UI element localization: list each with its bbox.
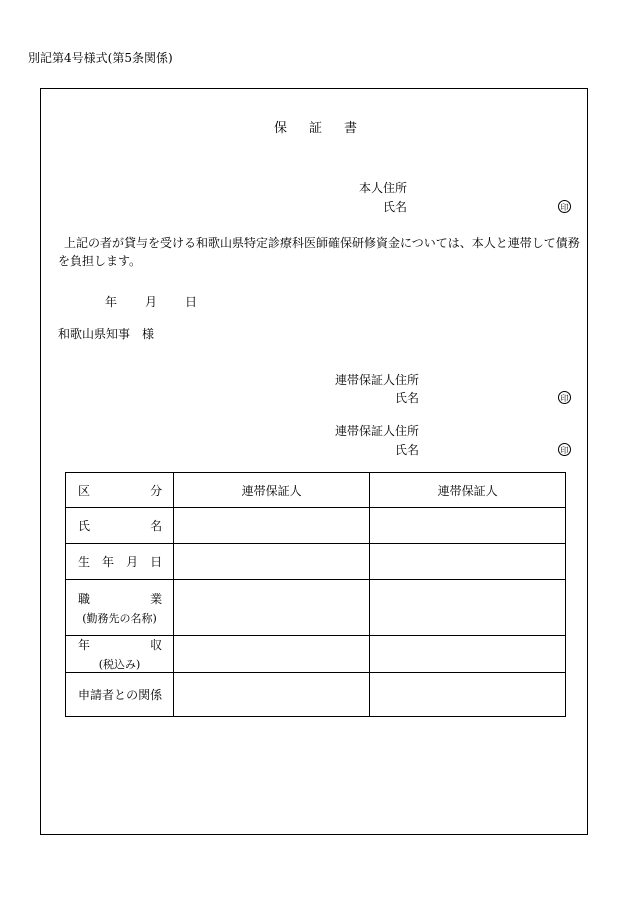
row-label-char: 職 — [78, 591, 91, 606]
date-line — [105, 296, 225, 308]
cell-guarantor2-relation[interactable] — [370, 673, 566, 717]
date-month: 月 — [145, 295, 158, 309]
table-row-birthdate — [66, 544, 566, 580]
row-label-char: 日 — [150, 555, 163, 569]
guarantee-statement — [58, 234, 586, 270]
cell-guarantor1-birthdate[interactable] — [174, 544, 370, 580]
row-label-char: の — [126, 688, 139, 702]
row-label-char: 関 — [138, 688, 151, 702]
cell-guarantor1-name[interactable] — [174, 508, 370, 544]
guarantor2-address-label: 連帯保証人住所 — [335, 424, 420, 438]
table-row-name — [66, 508, 566, 544]
row-label-income-sub: (税込み) — [98, 658, 141, 671]
date-day: 日 — [185, 295, 198, 309]
row-label-char: 業 — [150, 591, 163, 606]
header-category-char: 分 — [150, 483, 163, 498]
cell-guarantor2-name[interactable] — [370, 508, 566, 544]
cell-guarantor1-occupation[interactable] — [174, 580, 370, 636]
row-label-char: 申 — [78, 688, 91, 702]
form-number-label: 別記第4号様式(第5条関係) — [28, 51, 173, 65]
row-label-birthdate — [66, 544, 174, 580]
principal-seal-mark: 印 — [558, 200, 571, 213]
row-label-char: 収 — [150, 638, 163, 652]
cell-guarantor1-income[interactable] — [174, 636, 370, 673]
title-char: 証 — [309, 121, 323, 136]
cell-guarantor1-relation[interactable] — [174, 673, 370, 717]
row-label-char: 名 — [150, 519, 163, 533]
row-label-char: 生 — [78, 555, 91, 569]
guarantee-form-frame — [40, 88, 588, 835]
row-label-char: 氏 — [78, 519, 91, 533]
table-row-occupation — [66, 580, 566, 636]
header-category — [66, 473, 174, 508]
row-label-char: 請 — [90, 688, 103, 702]
table-row-relation — [66, 673, 566, 717]
guarantor2-seal-mark: 印 — [558, 443, 571, 456]
header-category-char: 区 — [78, 483, 91, 498]
row-label-occupation — [66, 580, 174, 636]
row-label-income — [66, 636, 174, 673]
table-header-row — [66, 473, 566, 508]
guarantor2-name-label: 氏名 — [395, 443, 420, 457]
cell-guarantor2-birthdate[interactable] — [370, 544, 566, 580]
row-label-char: 係 — [150, 688, 163, 702]
principal-address-label: 本人住所 — [359, 181, 408, 195]
cell-guarantor2-income[interactable] — [370, 636, 566, 673]
guarantee-statement-text: 上記の者が貸与を受ける和歌山県特定診療科医師確保研修資金については、本人と連帯して債務を負担します。 — [58, 236, 580, 268]
row-label-char: 年 — [102, 555, 115, 569]
title-char: 書 — [344, 121, 358, 136]
addressee: 和歌山県知事 様 — [58, 327, 155, 341]
row-label-occupation-sub: (勤務先の名称) — [82, 611, 157, 625]
guarantor1-seal-mark: 印 — [558, 391, 571, 404]
header-guarantor-1: 連帯保証人 — [174, 473, 370, 508]
principal-name-label: 氏名 — [383, 200, 408, 214]
row-label-name — [66, 508, 174, 544]
cell-guarantor2-occupation[interactable] — [370, 580, 566, 636]
row-label-char: と — [114, 688, 127, 702]
row-label-char: 年 — [78, 638, 91, 652]
guarantor1-name-label: 氏名 — [395, 391, 420, 405]
table-row-income — [66, 636, 566, 673]
document-title — [274, 122, 357, 135]
header-guarantor-2: 連帯保証人 — [370, 473, 566, 508]
title-char: 保 — [274, 121, 288, 136]
date-year: 年 — [105, 295, 118, 309]
row-label-char: 者 — [102, 688, 115, 702]
row-label-char: 月 — [126, 555, 139, 569]
guarantor1-address-label: 連帯保証人住所 — [335, 373, 420, 387]
guarantor-table — [65, 472, 566, 717]
row-label-relation — [66, 673, 174, 717]
